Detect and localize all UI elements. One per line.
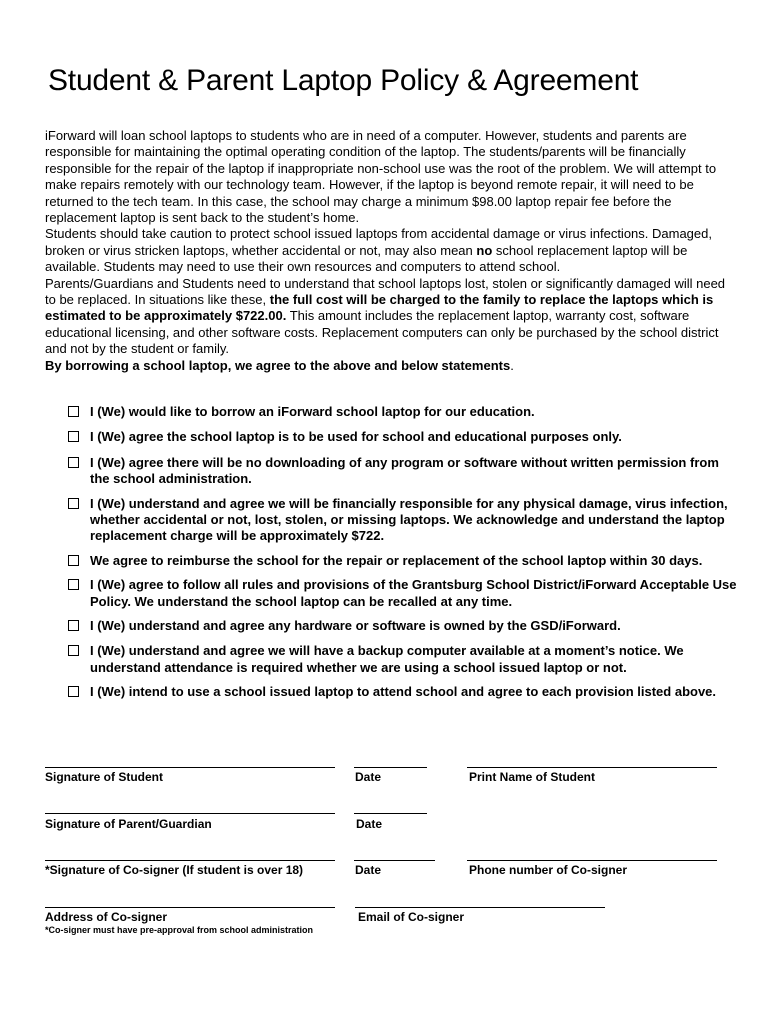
cosigner-phone-label: Phone number of Co-signer <box>469 863 628 877</box>
date-line[interactable] <box>354 767 427 768</box>
cosigner-footnote: *Co-signer must have pre-approval from school administration <box>45 925 314 935</box>
date-line[interactable] <box>354 860 435 861</box>
date-label: Date <box>356 817 383 831</box>
checkbox[interactable] <box>68 686 79 697</box>
policy-paragraph-repair: iForward will loan school laptops to students who are in need of a computer. However, students and parents are responsible for maintaining the optimal operating condition of the laptop. The students/parents will be financially responsible for the repair of the laptop if inappropriate non-school use was the root of the problem. We will attempt to make repairs remotely with our technology team. However, if the laptop is beyond remote repair, it will need to be returned to the tech team. In this case, the school may charge a minimum $98.00 laptop repair fee before the replacement laptop is sent back to the student’s home. <box>45 128 717 226</box>
checkbox[interactable] <box>68 406 79 417</box>
checklist-item <box>68 404 738 420</box>
date-line[interactable] <box>354 813 427 814</box>
policy-paragraph-agreement <box>45 358 735 374</box>
emphasis-agreement: By borrowing a school laptop, we agree to the above and below statements <box>45 357 511 373</box>
checklist-item <box>68 684 738 700</box>
checkbox[interactable] <box>68 645 79 656</box>
checklist-item <box>68 496 738 545</box>
parent-signature-label: Signature of Parent/Guardian <box>45 817 212 831</box>
checklist-item-text: I (We) agree the school laptop is to be used for school and educational purposes only. <box>90 429 622 445</box>
checklist-item-text: We agree to reimburse the school for the repair or replacement of the school laptop within 30 days. <box>90 552 703 568</box>
emphasis-full-cost: the full cost will be charged to the family to replace the laptops which is estimated to be approximately $722.00. <box>45 292 714 324</box>
text-run: Parents/Guardians and Students need to understand that school laptops lost, stolen or significantly damaged will need to be replaced. In situations like these, <box>45 275 726 308</box>
checklist-item <box>68 455 738 488</box>
checklist-item <box>68 643 738 676</box>
text-run: . <box>510 357 514 373</box>
date-label: Date <box>355 770 382 784</box>
cosigner-phone-line[interactable] <box>467 860 717 861</box>
checkbox[interactable] <box>68 431 79 442</box>
student-signature-label: Signature of Student <box>45 770 163 784</box>
text-run: Students should take caution to protect school issued laptops from accidental damage or virus infections. Damaged, broken or virus stricken laptops, whether accidental or not, may also mean <box>45 226 712 258</box>
cosigner-address-label: Address of Co-signer <box>45 910 168 924</box>
checklist-item <box>68 553 738 569</box>
cosigner-email-label: Email of Co-signer <box>358 910 465 924</box>
checklist-item-text: I (We) would like to borrow an iForward school laptop for our education. <box>90 404 535 419</box>
text-run: school replacement laptop will be available. Students may need to use their own resources and computers to attend school. <box>45 242 688 275</box>
checklist-item-text: I (We) agree there will be no downloading of any program or software without written permission from the school administration. <box>90 454 719 487</box>
checkbox[interactable] <box>68 555 79 566</box>
agreement-checklist <box>68 404 738 701</box>
checkbox[interactable] <box>68 620 79 631</box>
checklist-item-text: I (We) agree to follow all rules and provisions of the Grantsburg School District/iForward Acceptable Use Policy. We understand the school laptop can be recalled at any time. <box>90 577 737 609</box>
checklist-item <box>68 577 738 610</box>
checklist-item-text: I (We) intend to use a school issued laptop to attend school and agree to each provision listed above. <box>90 684 717 700</box>
student-signature-line[interactable] <box>45 767 335 768</box>
cosigner-signature-line[interactable] <box>45 860 335 861</box>
date-label: Date <box>355 863 382 877</box>
parent-signature-line[interactable] <box>45 813 335 814</box>
checklist-item-text: I (We) understand and agree we will have a backup computer available at a moment’s notice. We understand attendance is required whether we are using a school issued laptop or not. <box>90 643 684 675</box>
checklist-item <box>68 618 738 634</box>
emphasis-no: no <box>476 242 493 258</box>
checklist-item-text: I (We) understand and agree we will be financially responsible for any physical damage, virus infection, whether accidental or not, lost, stolen, or missing laptops. We acknowledge and understand the laptop replacement charge will be approximately $722. <box>90 495 728 544</box>
print-name-line[interactable] <box>467 767 717 768</box>
policy-paragraph-replacement <box>45 276 735 358</box>
cosigner-address-line[interactable] <box>45 907 335 908</box>
checkbox[interactable] <box>68 457 79 468</box>
checklist-item <box>68 429 738 445</box>
cosigner-email-line[interactable] <box>355 907 605 908</box>
print-name-label: Print Name of Student <box>469 770 596 784</box>
checklist-item-text: I (We) understand and agree any hardware or software is owned by the GSD/iForward. <box>90 618 621 634</box>
checkbox[interactable] <box>68 579 79 590</box>
text-run: This amount includes the replacement laptop, warranty cost, software educational licensing, and other software costs. Replacement computers can only be purchased by the school district and not by the student or family. <box>45 308 719 357</box>
document-title: Student & Parent Laptop Policy & Agreement <box>48 64 639 97</box>
cosigner-signature-label: *Signature of Co-signer (If student is over 18) <box>45 863 304 877</box>
policy-text <box>45 128 735 374</box>
checkbox[interactable] <box>68 498 79 509</box>
policy-paragraph-caution <box>45 226 735 275</box>
